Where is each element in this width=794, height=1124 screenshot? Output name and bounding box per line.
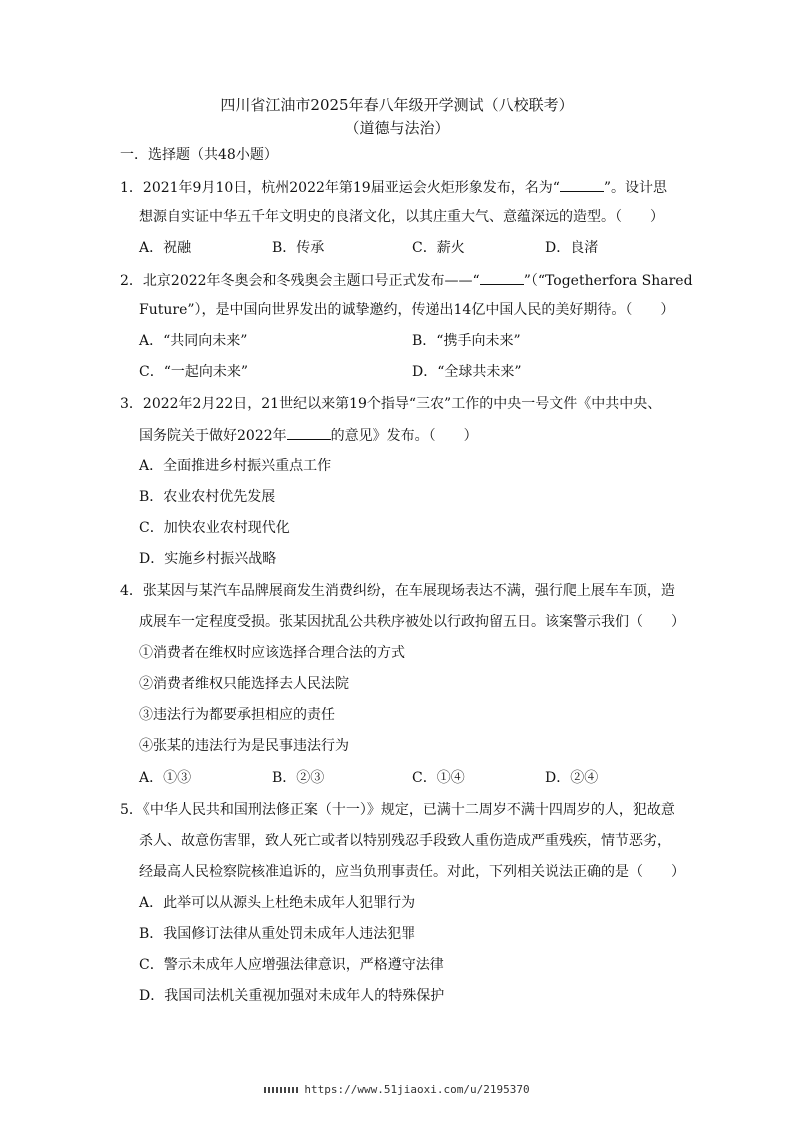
q3-option-a: A．全面推进乡村振兴重点工作 [139, 458, 332, 474]
question-3-line-1: 3．2022年2月22日，21世纪以来第19个指导“三农”工作的中央一号文件《中共中央、 [120, 396, 662, 412]
q3-option-b: B．农业农村优先发展 [139, 489, 276, 505]
q1-option-c: C．薪火 [412, 240, 465, 256]
q2-option-b: B．“携手向未来” [412, 333, 521, 349]
q2-option-a: A．“共同向未来” [139, 333, 248, 349]
q4-option-c: C．①④ [412, 770, 465, 786]
answer-blank [560, 177, 604, 192]
question-2-line-2: Future”），是中国向世界发出的诚挚邀约，传递出14亿中国人民的美好期待。（ ） [139, 302, 675, 318]
answer-blank [480, 270, 524, 285]
q5-option-a: A．此举可以从源头上杜绝未成年人犯罪行为 [139, 895, 416, 911]
q3-option-d: D．实施乡村振兴战略 [139, 551, 277, 567]
q1-option-a: A．祝融 [139, 240, 192, 256]
q4-option-a: A．①③ [139, 770, 192, 786]
q2-option-d: D．“全球共未来” [412, 364, 522, 380]
question-1-stem-b: ”。设计思 [603, 180, 668, 196]
exam-subtitle: （道德与法治） [344, 119, 450, 137]
question-5-line-2: 杀人、故意伤害罪，致人死亡或者以特别残忍手段致人重伤造成严重残疾，情节恶劣， [139, 833, 671, 849]
q5-option-c: C．警示未成年人应增强法律意识，严格遵守法律 [139, 957, 444, 973]
question-2-line-1 [120, 270, 693, 291]
watermark-logo-icon [264, 1087, 298, 1093]
question-5-line-1: 5．《中华人民共和国刑法修正案（十一）》规定，已满十二周岁不满十四周岁的人，犯故意 [120, 802, 675, 818]
q4-statement-1: ①消费者在维权时应该选择合理合法的方式 [139, 645, 405, 661]
q1-option-d: D．良渚 [545, 240, 599, 256]
q4-statement-4: ④张某的违法行为是民事违法行为 [139, 738, 349, 754]
exam-title: 四川省江油市2025年春八年级开学测试（八校联考） [220, 96, 574, 114]
question-1-line-1 [120, 177, 667, 198]
question-1-stem-a: 1．2021年9月10日，杭州2022年第19届亚运会火炬形象发布，名为“ [120, 180, 560, 196]
question-2-stem-a: 2．北京2022年冬奥会和冬残奥会主题口号正式发布——“ [120, 273, 480, 289]
question-3-stem-a: 国务院关于做好2022年 [139, 428, 287, 444]
question-3-line-2 [139, 425, 478, 446]
q5-option-d: D．我国司法机关重视加强对未成年人的特殊保护 [139, 988, 445, 1004]
q4-statement-3: ③违法行为都要承担相应的责任 [139, 707, 335, 723]
q1-option-b: B．传承 [272, 240, 325, 256]
question-1-line-2: 想源自实证中华五千年文明史的良渚文化，以其庄重大气、意蕴深远的造型。（ ） [139, 209, 664, 225]
q4-option-d: D．②④ [545, 770, 599, 786]
q3-option-c: C．加快农业农村现代化 [139, 520, 290, 536]
q4-option-b: B．②③ [272, 770, 325, 786]
q5-option-b: B．我国修订法律从重处罚未成年人违法犯罪 [139, 926, 416, 942]
footer [0, 1083, 794, 1096]
question-4-line-1: 4．张某因与某汽车品牌展商发生消费纠纷，在车展现场表达不满，强行爬上展车车顶，造 [120, 583, 675, 599]
question-2-stem-b: ”（“Togetherfora Shared [523, 273, 693, 289]
question-5-line-3: 经最高人民检察院核准追诉的，应当负刑事责任。对此，下列相关说法正确的是（ ） [139, 864, 685, 880]
question-3-stem-b: 的意见》发布。（ ） [330, 428, 478, 444]
answer-blank [287, 425, 331, 440]
q4-statement-2: ②消费者维权只能选择去人民法院 [139, 676, 349, 692]
section-heading: 一．选择题（共48小题） [120, 147, 278, 163]
q2-option-c: C．“一起向未来” [139, 364, 249, 380]
question-4-line-2: 成展车一定程度受损。张某因扰乱公共秩序被处以行政拘留五日。该案警示我们（ ） [139, 614, 685, 630]
footer-link[interactable]: https://www.51jiaoxi.com/u/2195370 [304, 1083, 530, 1096]
